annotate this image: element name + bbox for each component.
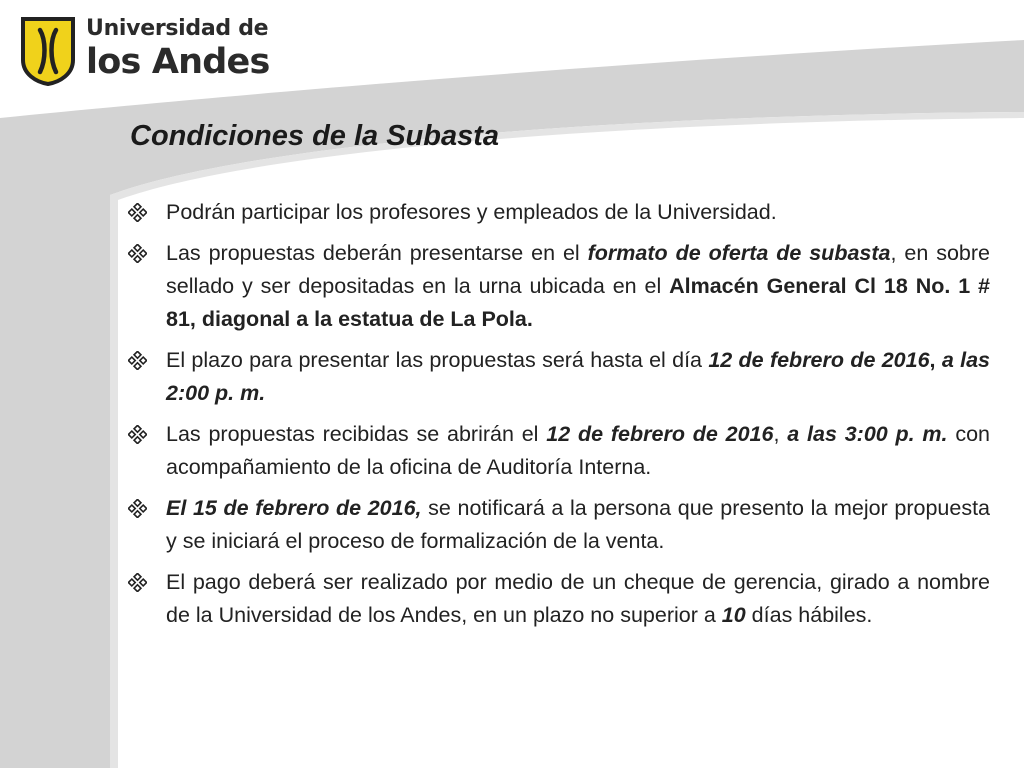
list-item-text: Almacén General Cl 18 No. 1 # 81, diagonal a la estatua de La Pola.	[166, 274, 990, 331]
list-item-text: El 15 de febrero de 2016,	[166, 496, 422, 520]
diamond-cluster-icon	[128, 351, 147, 370]
list-item-text: días hábiles.	[745, 603, 873, 627]
list-item-text: Las propuestas recibidas se abrirán el	[166, 422, 547, 446]
list-item-text: con acompañamiento de la oficina de Auditoría Interna.	[166, 422, 990, 479]
list-item-text: 12 de febrero de 2016	[546, 422, 774, 446]
diamond-cluster-icon	[128, 244, 147, 263]
logo-line-1: Universidad de	[86, 16, 269, 41]
list-item	[128, 492, 990, 558]
list-item	[128, 237, 990, 336]
list-item	[128, 566, 990, 632]
list-item-text: Las propuestas deberán presentarse en el	[166, 241, 588, 265]
slide-title: Condiciones de la Subasta	[130, 120, 500, 152]
shield-logo-icon	[20, 16, 76, 86]
list-item-text: a las 3:00 p. m.	[787, 422, 948, 446]
list-item-text: se notificará a la persona que presento la mejor propuesta y se iniciará el proceso de formalización de la venta.	[166, 496, 991, 553]
list-item-text: a las 2:00 p. m.	[166, 348, 990, 405]
diamond-cluster-icon	[128, 425, 147, 444]
list-item-text: , en sobre sellado y ser depositadas en la urna ubicada en el	[166, 241, 990, 298]
university-logo	[20, 14, 270, 90]
list-item-text: ,	[929, 348, 942, 372]
diamond-cluster-icon	[128, 203, 147, 222]
list-item-text: 10	[721, 603, 746, 627]
list-item-text: El plazo para presentar las propuestas será hasta el día	[166, 348, 709, 372]
list-item-text: 12 de febrero de 2016	[708, 348, 930, 372]
list-item-text: Podrán participar los profesores y empleados de la Universidad.	[166, 200, 777, 224]
logo-line-2: los Andes	[86, 42, 270, 82]
logo-wordmark	[86, 16, 270, 82]
list-item	[128, 418, 990, 484]
list-item-text: formato de oferta de subasta	[587, 241, 891, 265]
diamond-cluster-icon	[128, 573, 147, 592]
list-item	[128, 196, 990, 229]
list-item-text: ,	[773, 422, 788, 446]
list-item	[128, 344, 990, 410]
conditions-list	[128, 196, 990, 640]
diamond-cluster-icon	[128, 499, 147, 518]
list-item-text: El pago deberá ser realizado por medio de un cheque de gerencia, girado a nombre de la Universidad de los Andes, en un plazo no superior a	[166, 570, 990, 627]
